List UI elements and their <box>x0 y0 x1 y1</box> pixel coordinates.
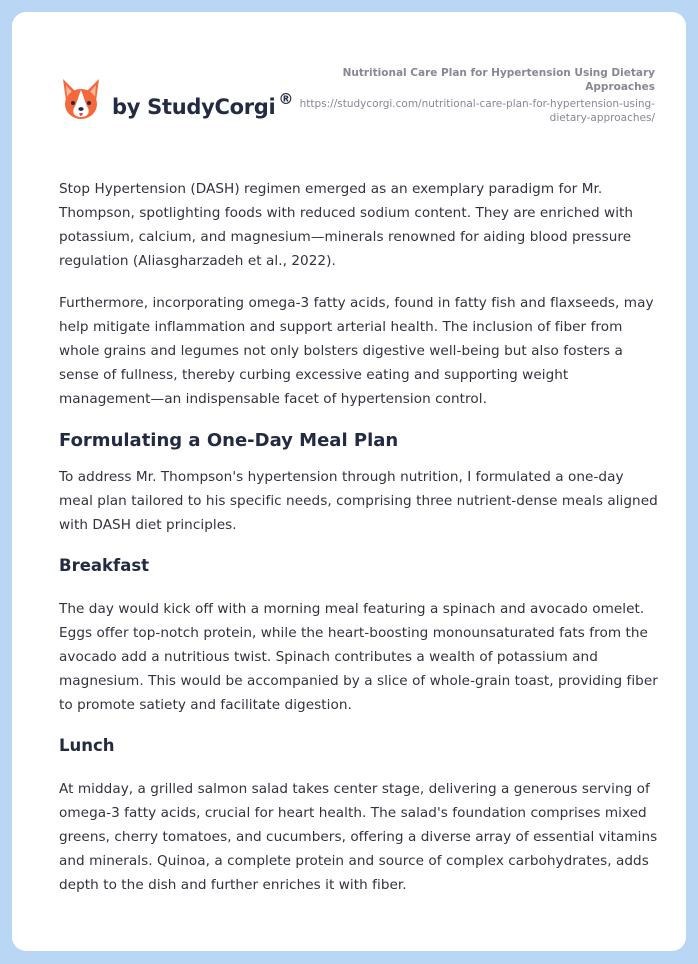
corgi-icon <box>60 77 102 123</box>
paragraph: To address Mr. Thompson's hypertension through nutrition, I formulated a one-day meal plan tailored to his specific needs, comprising three nutrient-dense meals aligned with DASH diet principles. <box>59 469 658 533</box>
paragraph: The day would kick off with a morning meal featuring a spinach and avocado omelet. Eggs offer top-notch protein, while the heart-boosting monounsaturated fats from the avocado add a nutritious twist. Spinach contributes a wealth of potassium and magnesium. This would be accompanied by a slice of whole-grain toast, providing fiber to promote satiety and facilitate digestion. <box>59 601 658 713</box>
brand-name: by StudyCorgi ® <box>112 89 294 119</box>
document-page <box>12 12 686 951</box>
subsection-heading: Breakfast <box>59 556 150 575</box>
registered-mark: ® <box>278 89 294 108</box>
studycorgi-logo[interactable] <box>60 76 293 124</box>
document-title: Nutritional Care Plan for Hypertension Using Dietary Approaches <box>342 67 655 93</box>
paragraph: At midday, a grilled salmon salad takes center stage, delivering a generous serving of omega-3 fatty acids, crucial for heart health. The salad's foundation comprises mixed greens, cherry tomatoes, and cucumbers, offering a diverse array of essential vitamins and minerals. Quinoa, a complete protein and source of complex carbohydrates, adds depth to the dish and further enriches it with fiber. <box>59 781 658 893</box>
page-header <box>12 12 686 152</box>
paragraph: Furthermore, incorporating omega-3 fatty acids, found in fatty fish and flaxseeds, may help mitigate inflammation and support arterial health. The inclusion of fiber from whole grains and legumes not only bolsters digestive well-being but also fosters a sense of fullness, thereby curbing excessive eating and supporting weight management—an indispensable facet of hypertension control. <box>59 295 654 407</box>
document-url[interactable]: https://studycorgi.com/nutritional-care-plan-for-hypertension-using-dietary-approaches/ <box>299 98 655 124</box>
document-body <box>59 177 659 897</box>
document-meta <box>295 66 655 125</box>
paragraph: Stop Hypertension (DASH) regimen emerged as an exemplary paradigm for Mr. Thompson, spotlighting foods with reduced sodium content. They are enriched with potassium, calcium, and magnesium—minerals renowned for aiding blood pressure regulation (Aliasgharzadeh et al., 2022). <box>59 181 634 269</box>
section-heading: Formulating a One-Day Meal Plan <box>59 430 399 451</box>
subsection-heading: Lunch <box>59 736 115 755</box>
